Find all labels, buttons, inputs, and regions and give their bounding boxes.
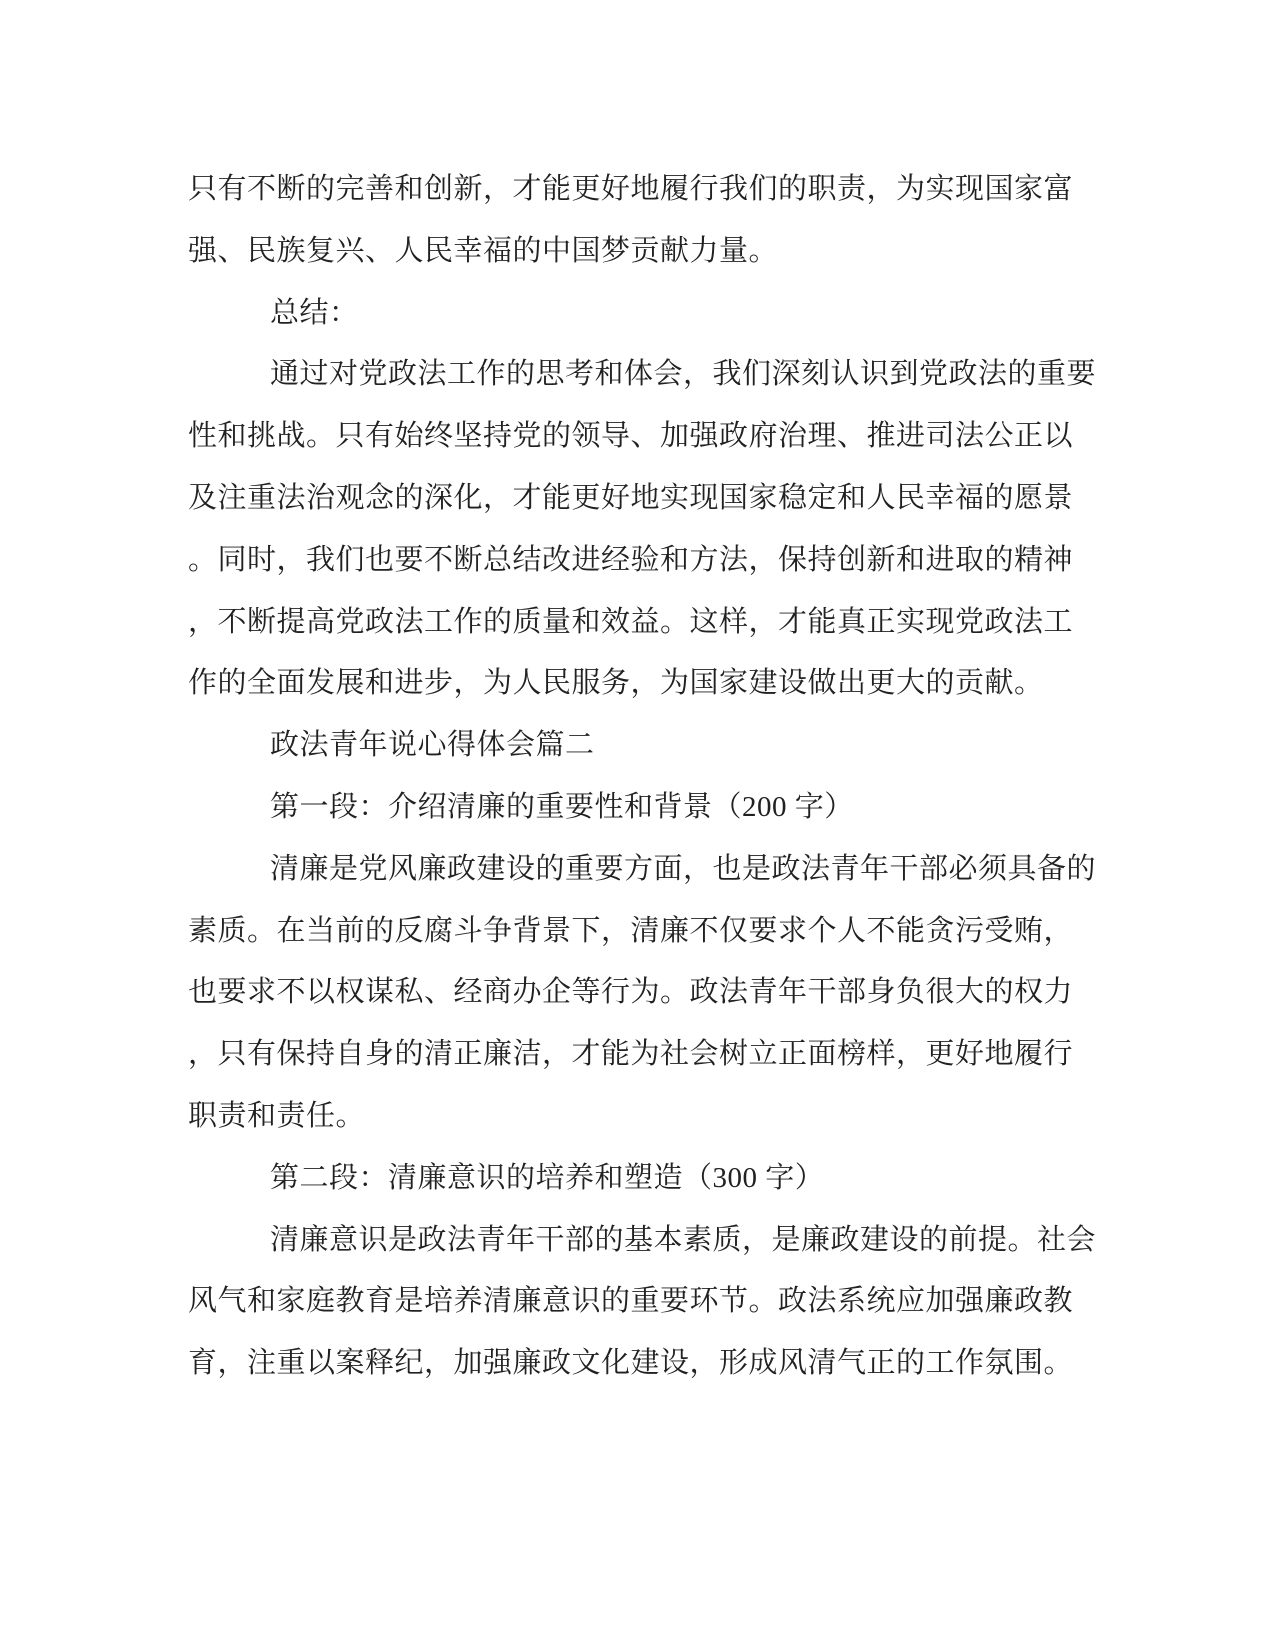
- document-line: 第一段：介绍清廉的重要性和背景（200 字）: [270, 790, 854, 823]
- document-line: 风气和家庭教育是培养清廉意识的重要环节。政法系统应加强廉政教: [188, 1285, 1074, 1318]
- document-line: 及注重法治观念的深化，才能更好地实现国家稳定和人民幸福的愿景: [188, 481, 1074, 514]
- document-line: ，只有保持自身的清正廉洁，才能为社会树立正面榜样，更好地履行: [188, 1038, 1074, 1071]
- document-line: 职责和责任。: [188, 1099, 366, 1132]
- document-line: 第二段：清廉意识的培养和塑造（300 字）: [270, 1161, 825, 1194]
- document-line: 也要求不以权谋私、经商办企等行为。政法青年干部身负很大的权力: [188, 976, 1074, 1009]
- document-line: 强、民族复兴、人民幸福的中国梦贡献力量。: [188, 234, 779, 267]
- document-line: ，不断提高党政法工作的质量和效益。这样，才能真正实现党政法工: [188, 605, 1074, 638]
- document-line: 清廉是党风廉政建设的重要方面，也是政法青年干部必须具备的: [270, 852, 1097, 885]
- document-line: 育，注重以案释纪，加强廉政文化建设，形成风清气正的工作氛围。: [188, 1347, 1074, 1380]
- document-line: 清廉意识是政法青年干部的基本素质，是廉政建设的前提。社会: [270, 1223, 1097, 1256]
- document-line: 政法青年说心得体会篇二: [270, 729, 595, 762]
- document-line: 总结：: [270, 296, 359, 329]
- document-line: 素质。在当前的反腐斗争背景下，清廉不仅要求个人不能贪污受贿，: [188, 914, 1074, 947]
- document-line: 性和挑战。只有始终坚持党的领导、加强政府治理、推进司法公正以: [188, 420, 1074, 453]
- document-line: 只有不断的完善和创新，才能更好地履行我们的职责，为实现国家富: [188, 173, 1074, 205]
- document-line: 作的全面发展和进步，为人民服务，为国家建设做出更大的贡献。: [188, 667, 1044, 700]
- document-text-block: [188, 159, 1097, 1395]
- document-line: 。同时，我们也要不断总结改进经验和方法，保持创新和进取的精神: [188, 543, 1074, 576]
- document-line: 通过对党政法工作的思考和体会，我们深刻认识到党政法的重要: [270, 358, 1097, 391]
